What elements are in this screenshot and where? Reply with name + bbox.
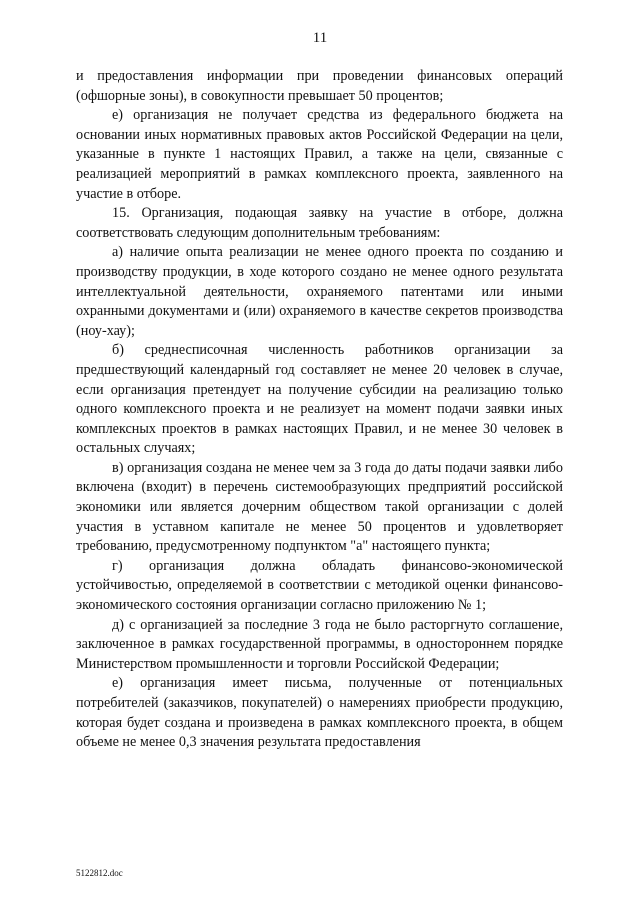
paragraph-item-b: б) среднесписочная численность работников организации за предшествующий календарный год составляет не менее 20 человек в случае, если организация претендует на получение субсидии на реализацию только одного комплексного проекта и не реализует на момент подачи заявки иных комплексных проектов в рамках настоящих Правил, и не менее 30 человек в остальных случаях;	[76, 342, 563, 457]
document-body	[76, 67, 563, 753]
paragraph-item-v: в) организация создана не менее чем за 3 года до даты подачи заявки либо включена (входит) в перечень системообразующих предприятий российской экономики или является дочерним обществом такой организации с долей участия в уставном капитале не менее 50 процентов и удовлетворяет требованию, предусмотренному подпунктом "а" настоящего пункта;	[76, 459, 563, 555]
document-filename: 5122812.doc	[76, 868, 123, 878]
paragraph-item-e-budget: е) организация не получает средства из федерального бюджета на основании иных нормативных правовых актов Российской Федерации на цели, указанные в пункте 1 настоящих Правил, а также на цели, связанные с реализацией мероприятий в рамках комплексного проекта, заявленного на участие в отборе.	[76, 107, 563, 202]
paragraph-item-g: г) организация должна обладать финансово-экономической устойчивостью, определяемой в соответствии с методикой оценки финансово-экономического состояния организации согласно приложению № 1;	[76, 557, 563, 614]
paragraph-clause-15: 15. Организация, подающая заявку на участие в отборе, должна соответствовать следующим дополнительным требованиям:	[76, 205, 563, 241]
page-number: 11	[312, 30, 328, 46]
paragraph-item-a: а) наличие опыта реализации не менее одного проекта по созданию и производству продукции, в ходе которого создано не менее одного результата интеллектуальной деятельности, охраняемого патентами или иными охранными документами и (или) охраняемого в качестве секретов производства (ноу-хау);	[76, 244, 563, 339]
paragraph-continuation: и предоставления информации при проведении финансовых операций (офшорные зоны), в совокупности превышает 50 процентов;	[76, 68, 563, 104]
paragraph-item-d: д) с организацией за последние 3 года не было расторгнуто соглашение, заключенное в рамках государственной программы, в одностороннем порядке Министерством промышленности и торговли Российской Федерации;	[76, 616, 563, 672]
paragraph-item-e-letters: е) организация имеет письма, полученные от потенциальных потребителей (заказчиков, покупателей) о намерениях приобрести продукцию, которая будет создана и произведена в рамках комплексного проекта, в общем объеме не менее 0,3 значения результата предоставления	[76, 675, 563, 751]
